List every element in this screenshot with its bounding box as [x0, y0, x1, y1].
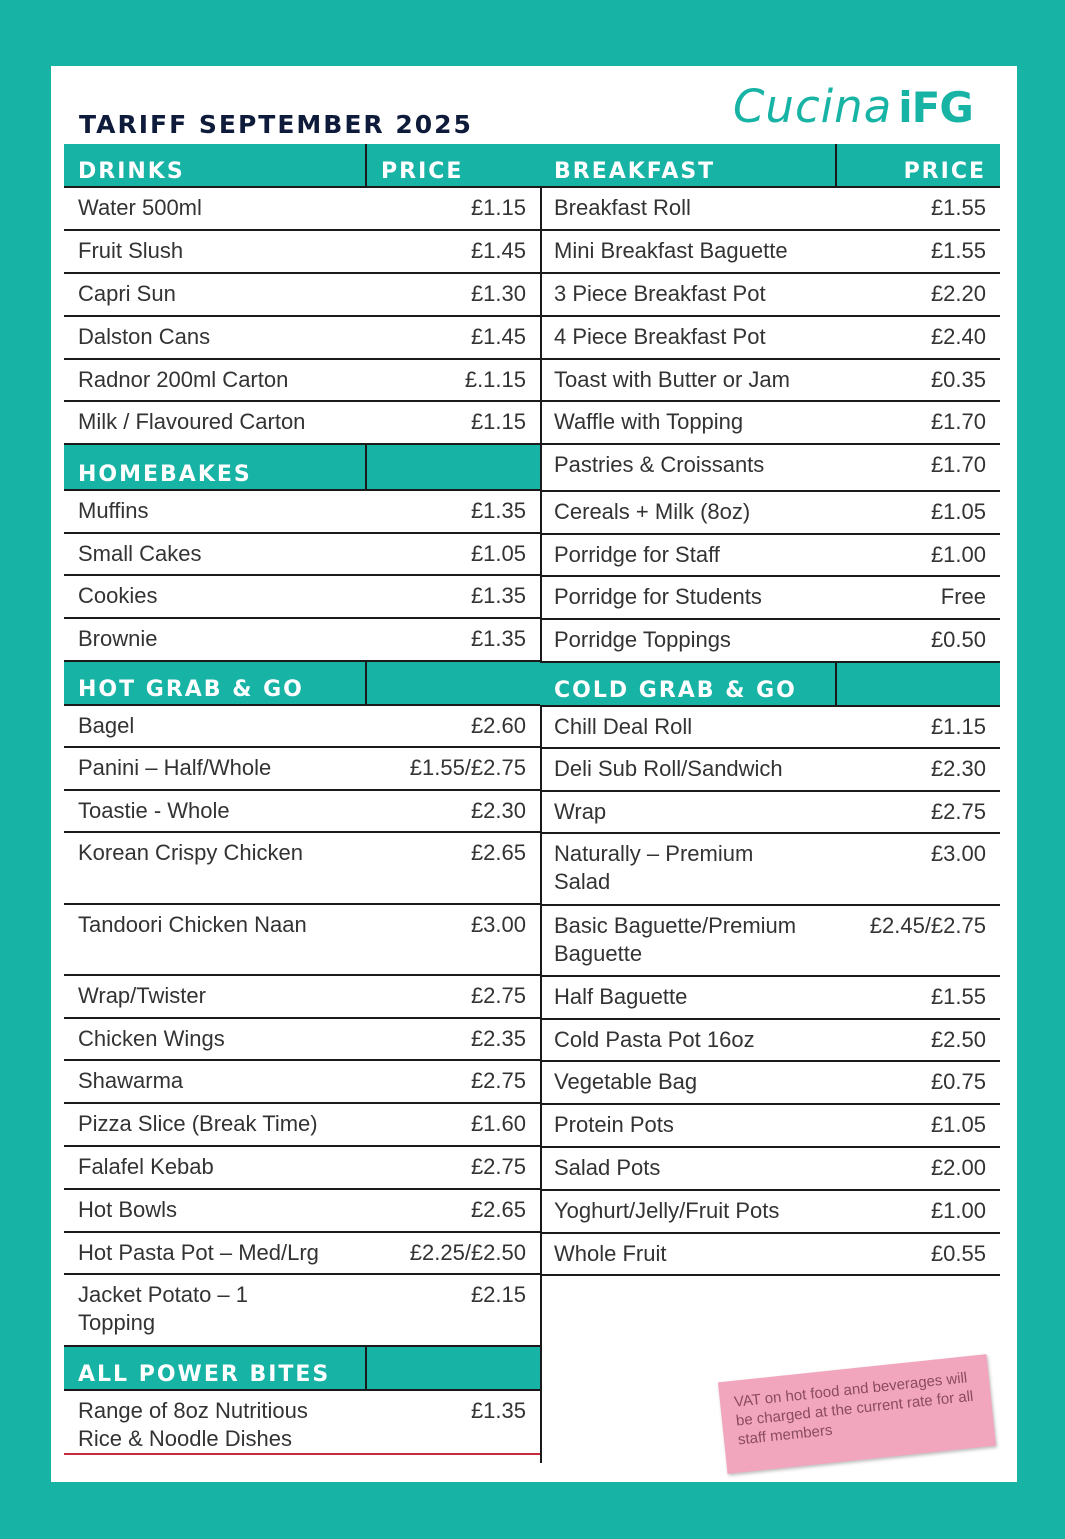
menu-item-row	[64, 231, 540, 274]
item-price: £3.00	[930, 841, 986, 866]
menu-item-row	[540, 977, 1000, 1020]
item-price: £2.60	[470, 713, 526, 738]
item-name: 4 Piece Breakfast Pot	[554, 324, 766, 349]
item-name: Porridge for Staff	[554, 542, 720, 567]
menu-item-row	[540, 1062, 1000, 1105]
item-name: Naturally – Premium Salad	[554, 841, 754, 894]
item-price: £3.00	[470, 912, 526, 937]
menu-item-row	[540, 1191, 1000, 1234]
menu-item-row	[540, 402, 1000, 445]
item-price: £2.75	[470, 1068, 526, 1093]
item-name: Whole Fruit	[554, 1241, 667, 1266]
item-name: Fruit Slush	[78, 238, 184, 263]
item-price: £0.35	[930, 367, 986, 392]
menu-item-row	[540, 792, 1000, 834]
page-title: TARIFF SEPTEMBER 2025	[79, 110, 473, 139]
menu-item-row	[64, 317, 540, 360]
menu-item-row	[540, 834, 1000, 906]
item-name: Tandoori Chicken Naan	[78, 912, 307, 937]
menu-item-row	[540, 274, 1000, 317]
item-name: Dalston Cans	[78, 324, 211, 349]
menu-item-row	[540, 620, 1000, 663]
menu-item-row	[540, 445, 1000, 492]
item-name: Pizza Slice (Break Time)	[78, 1111, 318, 1136]
menu-item-row	[540, 1148, 1000, 1191]
item-name: Panini – Half/Whole	[78, 755, 272, 780]
item-price: £1.35	[470, 583, 526, 608]
item-price: £1.70	[930, 452, 986, 477]
price-column-header: PRICE	[381, 159, 464, 184]
logo-script-text: Cucina	[733, 80, 893, 133]
item-price: £1.00	[930, 1198, 986, 1223]
item-name: Vegetable Bag	[554, 1069, 698, 1094]
price-column-header: PRICE	[903, 159, 986, 184]
item-price: £1.05	[470, 541, 526, 566]
item-price: £1.05	[930, 499, 986, 524]
item-name: Chicken Wings	[78, 1026, 225, 1051]
menu-item-row	[64, 534, 540, 576]
item-price: £2.35	[470, 1026, 526, 1051]
item-name: Falafel Kebab	[78, 1154, 214, 1179]
item-price: £2.65	[470, 840, 526, 865]
left-column	[64, 144, 542, 1463]
menu-item-row	[64, 706, 540, 748]
item-name: Range of 8oz Nutritious Rice & Noodle Dishes	[78, 1398, 308, 1451]
item-name: Water 500ml	[78, 195, 202, 220]
item-price: £2.40	[930, 324, 986, 349]
menu-item-row	[64, 1104, 540, 1147]
item-name: Capri Sun	[78, 281, 176, 306]
item-name: Hot Bowls	[78, 1197, 178, 1222]
item-name: Breakfast Roll	[554, 195, 691, 220]
item-price: £1.60	[470, 1111, 526, 1136]
cucina-ifg-logo	[733, 80, 973, 136]
menu-item-row	[64, 833, 540, 905]
item-price: £2.45/£2.75	[869, 913, 986, 938]
item-name: Korean Crispy Chicken	[78, 840, 303, 865]
item-price: £2.65	[470, 1197, 526, 1222]
item-price: £2.75	[470, 1154, 526, 1179]
menu-item-row	[540, 360, 1000, 402]
item-name: Jacket Potato – 1 Topping	[78, 1282, 248, 1335]
item-name: Cold Pasta Pot 16oz	[554, 1027, 755, 1052]
item-price: £2.15	[470, 1282, 526, 1307]
menu-item-row	[540, 535, 1000, 577]
menu-item-row	[64, 188, 540, 231]
item-name: Wrap	[554, 799, 607, 824]
item-price: £1.35	[470, 1398, 526, 1423]
item-price: £1.15	[470, 195, 526, 220]
item-name: Mini Breakfast Baguette	[554, 238, 788, 263]
menu-item-row	[64, 1275, 540, 1347]
menu-item-row	[540, 188, 1000, 231]
item-price: £2.30	[470, 798, 526, 823]
menu-item-row	[64, 1019, 540, 1061]
menu-item-row	[64, 619, 540, 662]
item-name: Brownie	[78, 626, 158, 651]
section-title: HOMEBAKES	[64, 445, 367, 489]
menu-item-row	[64, 905, 540, 976]
item-price: £1.00	[930, 542, 986, 567]
menu-item-row	[540, 749, 1000, 792]
section-header-breakfast	[540, 144, 1000, 188]
item-price: £1.45	[470, 324, 526, 349]
item-name: Milk / Flavoured Carton	[78, 409, 306, 434]
menu-item-row	[540, 1020, 1000, 1062]
item-price: £1.55	[930, 984, 986, 1009]
price-column-header	[837, 663, 1000, 705]
item-name: Yoghurt/Jelly/Fruit Pots	[554, 1198, 780, 1223]
menu-item-row	[64, 1147, 540, 1190]
right-column	[540, 144, 1000, 1276]
item-name: Wrap/Twister	[78, 983, 206, 1008]
item-name: Bagel	[78, 713, 135, 738]
price-column-header	[367, 445, 540, 489]
item-name: Porridge Toppings	[554, 627, 731, 652]
section-title: DRINKS	[64, 144, 367, 186]
item-price: £1.30	[470, 281, 526, 306]
logo-brand-text: iFG	[898, 83, 973, 132]
item-name: Protein Pots	[554, 1112, 674, 1137]
price-column-header	[367, 662, 540, 704]
menu-item-row	[64, 976, 540, 1019]
section-header-drinks	[64, 144, 540, 188]
menu-item-row	[540, 707, 1000, 749]
item-price: £2.30	[930, 756, 986, 781]
menu-item-row	[64, 402, 540, 445]
item-price: £2.50	[930, 1027, 986, 1052]
section-header-homebakes	[64, 445, 540, 491]
item-price: £1.15	[470, 409, 526, 434]
item-name: Cereals + Milk (8oz)	[554, 499, 751, 524]
item-price: £0.50	[930, 627, 986, 652]
item-price: Free	[940, 584, 986, 609]
section-header-all-power-bites	[64, 1347, 540, 1391]
item-price: £0.55	[930, 1241, 986, 1266]
item-price: £1.55/£2.75	[409, 755, 526, 780]
item-price: £2.20	[930, 281, 986, 306]
menu-item-row	[64, 491, 540, 534]
item-name: Porridge for Students	[554, 584, 762, 609]
item-price: £0.75	[930, 1069, 986, 1094]
item-price: £1.05	[930, 1112, 986, 1137]
menu-item-row	[64, 1061, 540, 1104]
menu-item-row	[64, 360, 540, 402]
item-name: Basic Baguette/Premium Baguette	[554, 913, 797, 966]
item-name: Small Cakes	[78, 541, 202, 566]
section-title: BREAKFAST	[540, 144, 837, 186]
section-title: ALL POWER BITES	[64, 1347, 367, 1389]
menu-item-row	[540, 492, 1000, 535]
item-name: Hot Pasta Pot – Med/Lrg	[78, 1240, 319, 1265]
bottom-divider	[64, 1453, 540, 1455]
price-column-header	[367, 1347, 540, 1389]
item-name: Cookies	[78, 583, 158, 608]
vat-sticky-note: VAT on hot food and beverages will be charged at the current rate for all staff members	[718, 1354, 996, 1474]
item-name: Deli Sub Roll/Sandwich	[554, 756, 783, 781]
item-name: Muffins	[78, 498, 149, 523]
menu-item-row	[64, 1190, 540, 1233]
section-title: COLD GRAB & GO	[540, 663, 837, 705]
menu-item-row	[64, 1233, 540, 1275]
menu-item-row	[64, 791, 540, 833]
menu-item-row	[64, 274, 540, 317]
item-price: £1.35	[470, 498, 526, 523]
item-price: £2.75	[470, 983, 526, 1008]
menu-item-row	[540, 1234, 1000, 1276]
item-price: £1.35	[470, 626, 526, 651]
item-name: Toast with Butter or Jam	[554, 367, 790, 392]
item-price: £1.55	[930, 238, 986, 263]
section-header-hot-grab-and-go	[64, 662, 540, 706]
section-title: HOT GRAB & GO	[64, 662, 367, 704]
item-price: £2.25/£2.50	[409, 1240, 526, 1265]
section-header-cold-grab-and-go	[540, 663, 1000, 707]
item-price: £1.70	[930, 409, 986, 434]
item-price: £2.00	[930, 1155, 986, 1180]
item-name: Salad Pots	[554, 1155, 661, 1180]
item-price: £.1.15	[464, 367, 526, 392]
item-name: Radnor 200ml Carton	[78, 367, 289, 392]
menu-item-row	[540, 231, 1000, 274]
item-name: Pastries & Croissants	[554, 452, 765, 477]
menu-item-row	[64, 748, 540, 791]
item-name: Waffle with Topping	[554, 409, 744, 434]
menu-item-row	[540, 317, 1000, 360]
menu-item-row	[64, 576, 540, 619]
item-price: £2.75	[930, 799, 986, 824]
item-name: Chill Deal Roll	[554, 714, 693, 739]
item-price: £1.45	[470, 238, 526, 263]
menu-item-row	[540, 906, 1000, 977]
menu-item-row	[540, 1105, 1000, 1148]
item-name: Toastie - Whole	[78, 798, 230, 823]
item-name: Half Baguette	[554, 984, 688, 1009]
item-name: Shawarma	[78, 1068, 184, 1093]
item-price: £1.55	[930, 195, 986, 220]
menu-item-row	[540, 577, 1000, 620]
item-name: 3 Piece Breakfast Pot	[554, 281, 766, 306]
item-price: £1.15	[930, 714, 986, 739]
